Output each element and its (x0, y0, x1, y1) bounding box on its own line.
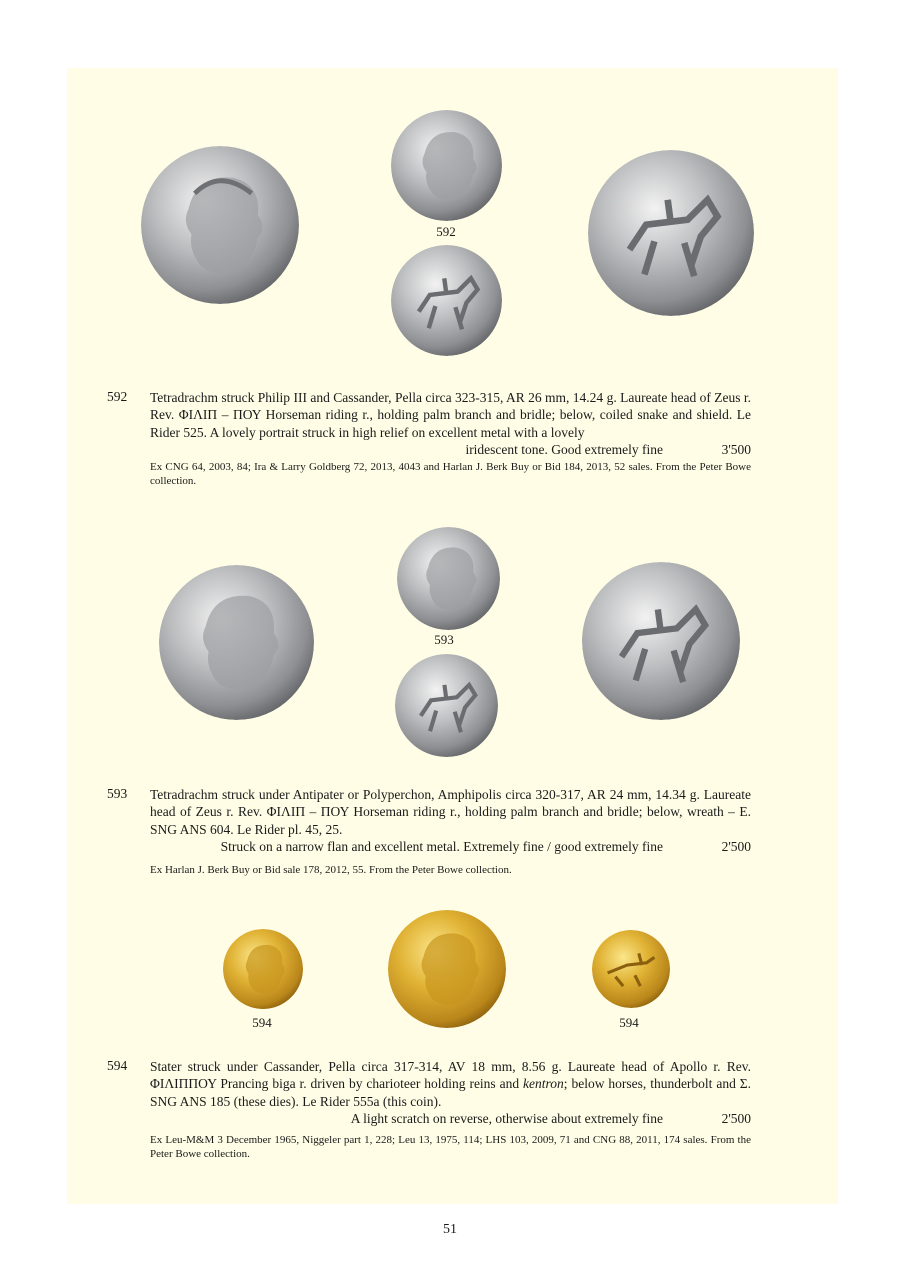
lot-price: 2'500 (721, 838, 751, 854)
coin-594-obverse-large (388, 910, 506, 1028)
lot-description (150, 786, 751, 855)
lot-provenance: Ex Harlan J. Berk Buy or Bid sale 178, 2012, 55. From the Peter Bowe collection. (150, 864, 512, 876)
lot-provenance: Ex Leu-M&M 3 December 1965, Niggeler part 1, 228; Leu 13, 1975, 114; LHS 103, 2009, 71 and CNG 88, 2011, 174 sales. From the Peter Bowe collection. (150, 1134, 751, 1160)
lot-grade: iridescent tone. Good extremely fine (465, 441, 663, 457)
coin-593-obverse-small (397, 527, 500, 630)
coin-592-reverse-large (588, 150, 754, 316)
coin-592-obverse-small (391, 110, 502, 221)
lot-description (150, 389, 751, 458)
lot-grade-line (150, 441, 751, 458)
lot-grade-line (150, 838, 751, 855)
coin-593-reverse-small (395, 654, 498, 757)
lot-description-part: ; below horses, thunderbolt and Σ. SNG ANS 185 (these dies). Le Rider 555a (this coin). (150, 1076, 752, 1109)
image-label: 594 (619, 1015, 639, 1030)
lot-grade-line (150, 1110, 751, 1127)
lot-number: 592 (107, 389, 128, 404)
coin-592-reverse-small (391, 245, 502, 356)
image-label: 594 (252, 1015, 272, 1030)
coin-592-obverse-large (141, 146, 299, 304)
lot-provenance: Ex CNG 64, 2003, 84; Ira & Larry Goldberg 72, 2013, 4043 and Harlan J. Berk Buy or Bid 184, 2013, 52 sales. From the Peter Bowe collection. (150, 461, 751, 487)
lot-description-text (150, 1058, 751, 1110)
lot-description-text: Tetradrachm struck under Antipater or Polyperchon, Amphipolis circa 320-317, AR 24 mm, 14.34 g. Laureate head of Zeus r. Rev. ΦΙΛΙΠ – ΠΟΥ Horseman riding r., holding palm branch and bridle; below, wreath – Ε. SNG ANS 604. Le Rider pl. 45, 25. (150, 787, 751, 837)
coin-594-reverse-small (592, 930, 670, 1008)
coin-593-reverse-large (582, 562, 740, 720)
lot-grade: Struck on a narrow flan and excellent metal. Extremely fine / good extremely fine (220, 838, 663, 854)
page-number: 51 (443, 1222, 457, 1237)
lot-grade: A light scratch on reverse, otherwise about extremely fine (350, 1110, 663, 1126)
lot-description-emphasis: kentron (523, 1076, 564, 1092)
lot-description (150, 1058, 751, 1127)
lot-description-part: Stater struck under Cassander, Pella circa 317-314, AV 18 mm, 8.56 g. Laureate head of Apollo r. Rev. ΦΙΛΙΠΠΟΥ Prancing biga r. driven by charioteer holding reins and (150, 1059, 751, 1092)
coin-593-obverse-large (159, 565, 314, 720)
image-label: 592 (436, 224, 456, 239)
lot-number: 593 (107, 786, 128, 801)
lot-description-text: Tetradrachm struck Philip III and Cassander, Pella circa 323-315, AR 26 mm, 14.24 g. Laureate head of Zeus r. Rev. ΦΙΛΙΠ – ΠΟΥ Horseman riding r., holding palm branch and bridle; below, coiled snake and shield. Le Rider 525. A lovely portrait struck in high relief on excellent metal with a lovely (150, 390, 751, 440)
image-label: 593 (434, 632, 454, 647)
lot-price: 2'500 (721, 1110, 751, 1126)
coin-594-obverse-small (223, 929, 303, 1009)
lot-number: 594 (107, 1058, 128, 1073)
lot-price: 3'500 (721, 441, 751, 457)
